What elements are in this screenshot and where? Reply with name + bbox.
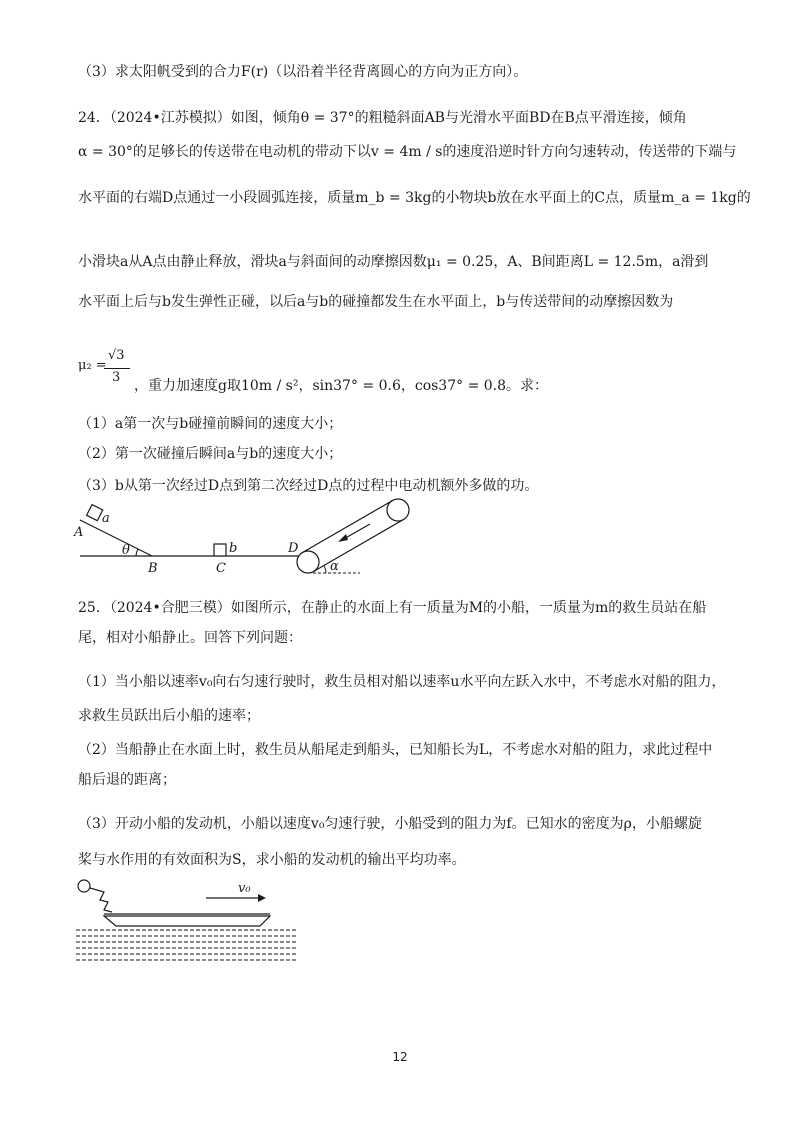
q23-part3: （3）求太阳帆受到的合力F(r)（以沿着半径背离圆心的方向为正方向）。 [78, 64, 528, 80]
q24-part3: （3）b从第一次经过D点到第二次经过D点的过程中电动机额外多做的功。 [78, 478, 539, 494]
q25-part2-line1: （2）当船静止在水面上时，救生员从船尾走到船头，已知船长为L，不考虑水对船的阻力，求此过程中 [78, 742, 713, 758]
q24-line2: α = 30°的足够长的传送带在电动机的带动下以v = 4m / s的速度沿逆时针方向匀速转动，传送带的下端与 [78, 144, 737, 160]
q24-line3: 水平面的右端D点通过一小段圆弧连接，质量m_b = 3kg的小物块b放在水平面上的C点，质量m_a = 1kg的 [78, 190, 751, 206]
q25-figure [74, 874, 304, 968]
mu2-denominator: 3 [112, 370, 121, 385]
q24-part2: （2）第一次碰撞后瞬间a与b的速度大小； [78, 446, 343, 462]
label-C: C [216, 561, 226, 576]
label-theta: θ [122, 543, 130, 558]
mu2-lhs: μ₂ = [78, 358, 107, 373]
belt-upper-edge [303, 501, 393, 553]
arrow-head-icon [338, 534, 348, 542]
label-alpha: α [330, 559, 339, 574]
page-number: 12 [392, 1050, 408, 1064]
q25-part1-line2: 求救生员跃出后小船的速率； [78, 708, 260, 724]
label-v0: v₀ [238, 881, 251, 896]
label-B: B [148, 561, 158, 576]
rescuer-head [78, 880, 90, 892]
fraction-bar [104, 368, 130, 369]
label-a: a [102, 511, 110, 526]
boat-hull [104, 916, 270, 926]
q24-line1: 24．（2024•江苏模拟）如图，倾角θ = 37°的粗糙斜面AB与光滑水平面BD在B点平滑连接，倾角 [78, 110, 687, 126]
arrow-head-icon [258, 894, 266, 902]
mu2-fraction [78, 348, 138, 398]
q24-line5: 水平面上后与b发生弹性正碰，以后a与b的碰撞都发生在水平面上，b与传送带间的动摩擦因数为 [78, 294, 674, 310]
rescuer-body [90, 888, 112, 912]
label-D: D [288, 541, 299, 556]
q24-part1: （1）a第一次与b碰撞前瞬间的速度大小； [78, 416, 343, 432]
q25-part2-line2: 船后退的距离； [78, 772, 176, 788]
q24-line4: 小滑块a从A点由静止释放，滑块a与斜面间的动摩擦因数μ₁ = 0.25，A、B间距离L = 12.5m，a滑到 [78, 254, 709, 270]
q25-part1-line1: （1）当小船以速率v₀向右匀速行驶时，救生员相对船以速率u水平向左跃入水中，不考虑水对船的阻力， [78, 674, 726, 690]
label-b: b [229, 541, 238, 556]
theta-arc [136, 549, 138, 556]
block-b [214, 544, 226, 556]
mu2-numerator: √3 [108, 348, 125, 363]
incline-ab [80, 520, 152, 556]
label-A: A [74, 525, 84, 540]
belt-lower-edge [314, 520, 404, 572]
block-a [87, 505, 103, 521]
q25-line2: 尾，相对小船静止。回答下列问题： [78, 630, 302, 646]
q24-line6: ，重力加速度g取10m / s²，sin37° = 0.6，cos37° = 0.8。求： [134, 378, 549, 394]
q25-line1: 25．（2024•合肥三模）如图所示，在静止的水面上有一质量为M的小船，一质量为m的救生员站在船 [78, 600, 707, 616]
q24-figure [70, 498, 420, 580]
alpha-arc [324, 566, 326, 573]
q25-part3-line1: （3）开动小船的发动机，小船以速度v₀匀速行驶，小船受到的阻力为f。已知水的密度为ρ，小船螺旋 [78, 816, 702, 832]
q25-part3-line2: 桨与水作用的有效面积为S，求小船的发动机的输出平均功率。 [78, 852, 466, 868]
